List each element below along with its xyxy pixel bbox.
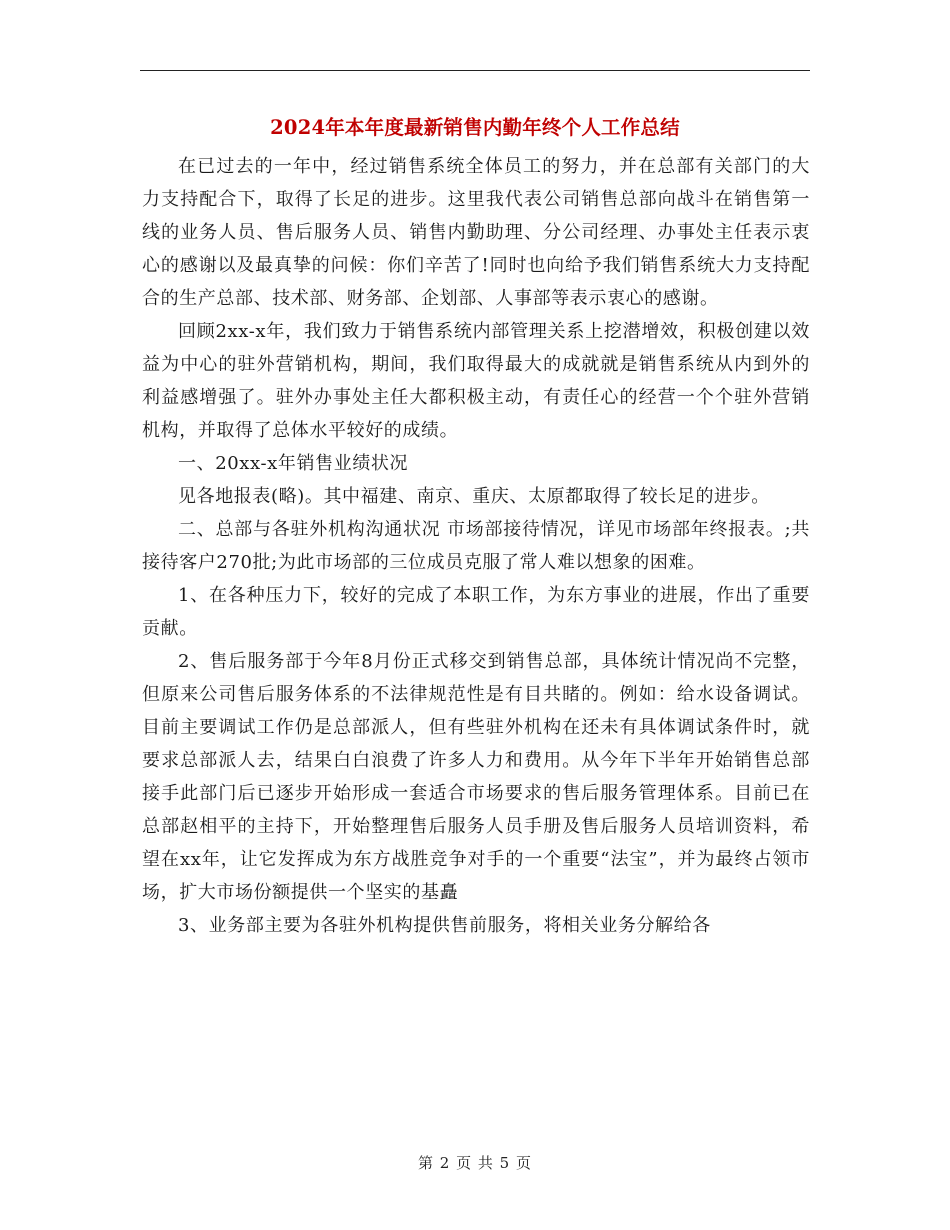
paragraph-review: 回顾2xx-x年，我们致力于销售系统内部管理关系上挖潜增效，积极创建以效益为中心的驻外营销机构，期间，我们取得最大的成就就是销售系统从内到外的利益感增强了。驻外办事处主任大都积极主动，有责任心的经营一个个驻外营销机构，并取得了总体水平较好的成绩。: [142, 321, 810, 441]
section-heading-communication: 二、总部与各驻外机构沟通状况 市场部接待情况，详见市场部年终报表。;共接待客户270批;为此市场部的三位成员克服了常人难以想象的困难。: [142, 519, 810, 573]
section-heading-sales: 一、20xx-x年销售业绩状况: [178, 453, 409, 474]
page-number: 第 2 页 共 5 页: [418, 1154, 532, 1172]
list-item-1: 1、在各种压力下，较好的完成了本职工作，为东方事业的进展，作出了重要贡献。: [142, 585, 810, 639]
header-rule: [140, 70, 810, 71]
paragraph-sales: 见各地报表(略)。其中福建、南京、重庆、太原都取得了较长足的进步。: [178, 486, 770, 507]
list-item-2: 2、售后服务部于今年8月份正式移交到销售总部，具体统计情况尚不完整，但原来公司售后服务体系的不法律规范性是有目共睹的。例如：给水设备调试。目前主要调试工作仍是总部派人，但有些驻外机构在还未有具体调试条件时，就要求总部派人去，结果白白浪费了许多人力和费用。从今年下半年开始销售总部接手此部门后已逐步开始形成一套适合市场要求的售后服务管理体系。目前已在总部赵相平的主持下，开始整理售后服务人员手册及售后服务人员培训资料，希望在xx年，让它发挥成为东方战胜竞争对手的一个重要“法宝”，并为最终占领市场，扩大市场份额提供一个坚实的基矗: [142, 651, 810, 903]
list-item-3: 3、业务部主要为各驻外机构提供售前服务，将相关业务分解给各: [178, 915, 711, 936]
paragraph-intro: 在已过去的一年中，经过销售系统全体员工的努力，并在总部有关部门的大力支持配合下，取得了长足的进步。这里我代表公司销售总部向战斗在销售第一线的业务人员、售后服务人员、销售内勤助理、分公司经理、办事处主任表示衷心的感谢以及最真挚的问候：你们辛苦了!同时也向给予我们销售系统大力支持配合的生产总部、技术部、财务部、企划部、人事部等表示衷心的感谢。: [142, 156, 810, 309]
document-body: [142, 150, 810, 942]
document-title: 2024年本年度最新销售内勤年终个人工作总结: [270, 116, 680, 139]
